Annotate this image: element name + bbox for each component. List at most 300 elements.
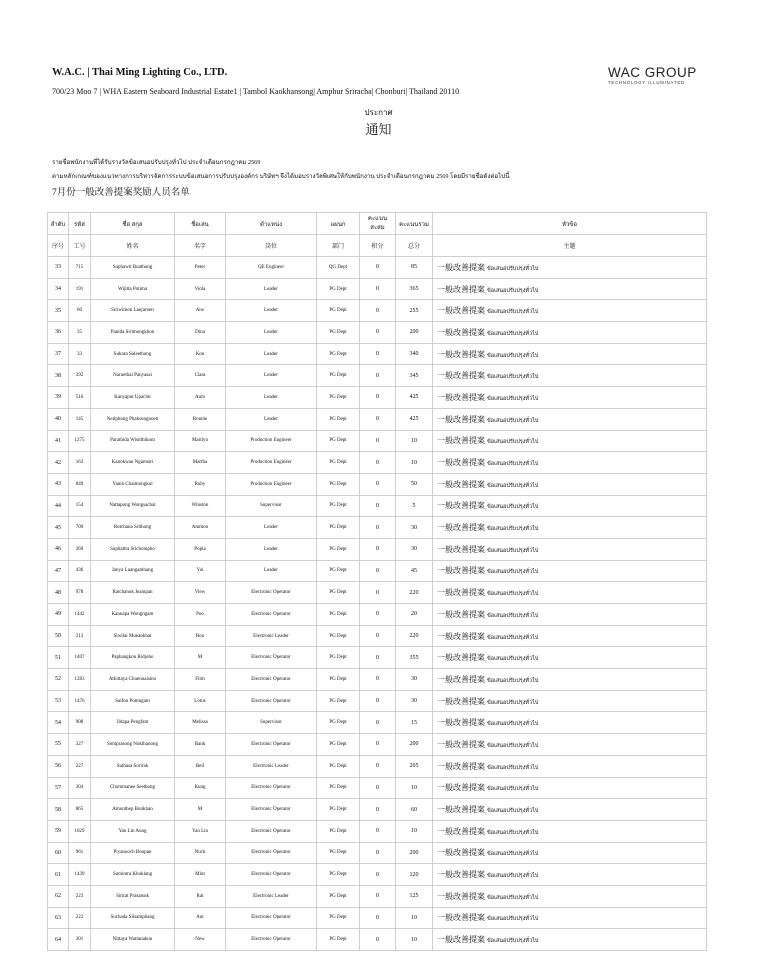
employee-name-cell: Sukran Saleethong <box>91 343 175 365</box>
total-points-cell: 345 <box>396 365 433 387</box>
position-cell: Leader <box>226 300 317 322</box>
subject-chinese: 一般改善提案 <box>437 913 485 923</box>
subject-thai: ข้อเสนอปรับปรุงทั่วไป <box>487 352 539 359</box>
nickname-cell: Rat <box>175 885 226 907</box>
subject-cell <box>433 343 707 365</box>
table-row <box>48 907 707 929</box>
row-number-cell: 60 <box>48 842 69 864</box>
subject-thai: ข้อเสนอปรับปรุงทั่วไป <box>487 808 539 815</box>
subject-thai: ข้อเสนอปรับปรุงทั่วไป <box>487 439 539 446</box>
row-number-cell: 39 <box>48 387 69 409</box>
subject-thai: ข้อเสนอปรับปรุงทั่วไป <box>487 374 539 381</box>
header-cell: 姓名 <box>91 235 175 257</box>
department-cell: PG Dept <box>317 885 360 907</box>
subject-cell <box>433 408 707 430</box>
nickname-cell: M <box>175 647 226 669</box>
employee-name-cell: Nittaya Wattanakun <box>91 929 175 951</box>
row-number-cell: 33 <box>48 257 69 279</box>
subject-chinese: 一般改善提案 <box>437 262 485 272</box>
total-points-cell: 30 <box>396 669 433 691</box>
employee-name-cell: Yan Lin Aung <box>91 820 175 842</box>
points-cell: 0 <box>360 582 396 604</box>
employee-name-cell: Kanokwan Ngamsiri <box>91 452 175 474</box>
nickname-cell: Marilyn <box>175 430 226 452</box>
points-cell: 0 <box>360 690 396 712</box>
total-points-cell: 220 <box>396 582 433 604</box>
nickname-cell: Lotus <box>175 690 226 712</box>
subject-chinese: 一般改善提案 <box>437 609 485 619</box>
position-cell: Supervisor <box>226 495 317 517</box>
department-cell: PG Dept <box>317 343 360 365</box>
subject-thai: ข้อเสนอปรับปรุงทั่วไป <box>487 612 539 619</box>
employee-name-cell: Netiphong Phaksungnoen <box>91 408 175 430</box>
employee-name-cell: Jidapa Pengfam <box>91 712 175 734</box>
subject-thai: ข้อเสนอปรับปรุงทั่วไป <box>487 873 539 880</box>
points-cell: 0 <box>360 604 396 626</box>
table-body <box>48 213 707 951</box>
table-row <box>48 625 707 647</box>
subject-cell <box>433 777 707 799</box>
total-points-cell: 45 <box>396 560 433 582</box>
table-row <box>48 647 707 669</box>
subject-thai: ข้อเสนอปรับปรุงทั่วไป <box>487 265 539 272</box>
intro-line-1: รายชื่อพนักงานที่ได้รับรางวัลข้อเสนอปรับปรุงทั่วไป ประจำเดือนกรกฎาคม 2569 <box>52 159 261 166</box>
total-points-cell: 425 <box>396 387 433 409</box>
total-points-cell: 355 <box>396 647 433 669</box>
department-cell: PG Dept <box>317 842 360 864</box>
subject-cell <box>433 929 707 951</box>
department-cell: PG Dept <box>317 430 360 452</box>
department-cell: PG Dept <box>317 365 360 387</box>
position-cell: Supervisor <box>226 712 317 734</box>
total-points-cell: 365 <box>396 278 433 300</box>
department-cell: PG Dept <box>317 907 360 929</box>
subject-chinese: 一般改善提案 <box>437 935 485 945</box>
total-points-cell: 200 <box>396 842 433 864</box>
subject-thai: ข้อเสนอปรับปรุงทั่วไป <box>487 656 539 663</box>
points-cell: 0 <box>360 452 396 474</box>
nickname-cell: Yan Lin <box>175 820 226 842</box>
total-points-cell: 255 <box>396 300 433 322</box>
subject-thai: ข้อเสนอปรับปรุงทั่วไป <box>487 634 539 641</box>
employee-name-cell: Wijitta Potima <box>91 278 175 300</box>
employee-id-cell: 961 <box>69 842 91 864</box>
points-cell: 0 <box>360 257 396 279</box>
table-row <box>48 365 707 387</box>
nickname-cell: Kon <box>175 343 226 365</box>
position-cell: Electronic Operator <box>226 907 317 929</box>
points-cell: 0 <box>360 322 396 344</box>
employee-id-cell: 436 <box>69 560 91 582</box>
employee-name-cell: Chommanee Seethong <box>91 777 175 799</box>
nickname-cell: Mint <box>175 864 226 886</box>
nickname-cell: Peter <box>175 257 226 279</box>
row-number-cell: 55 <box>48 734 69 756</box>
header-cell: รหัส <box>69 213 91 235</box>
row-number-cell: 45 <box>48 517 69 539</box>
subject-thai: ข้อเสนอปรับปรุงทั่วไป <box>487 287 539 294</box>
subject-thai: ข้อเสนอปรับปรุงทั่วไป <box>487 482 539 489</box>
row-number-cell: 35 <box>48 300 69 322</box>
points-cell: 0 <box>360 712 396 734</box>
table-row <box>48 430 707 452</box>
subject-chinese: 一般改善提案 <box>437 674 485 684</box>
position-cell: Production Engineer <box>226 430 317 452</box>
subject-chinese: 一般改善提案 <box>437 739 485 749</box>
table-row <box>48 582 707 604</box>
department-cell: PG Dept <box>317 734 360 756</box>
subject-cell <box>433 322 707 344</box>
subject-cell <box>433 278 707 300</box>
points-cell: 0 <box>360 842 396 864</box>
nickname-cell: View <box>175 582 226 604</box>
employee-id-cell: 1439 <box>69 864 91 886</box>
points-cell: 0 <box>360 517 396 539</box>
subject-cell <box>433 365 707 387</box>
subject-thai: ข้อเสนอปรับปรุงทั่วไป <box>487 699 539 706</box>
row-number-cell: 37 <box>48 343 69 365</box>
nickname-cell: Dina <box>175 322 226 344</box>
subject-cell <box>433 885 707 907</box>
table-row <box>48 278 707 300</box>
total-points-cell: 10 <box>396 430 433 452</box>
row-number-cell: 43 <box>48 473 69 495</box>
points-cell: 0 <box>360 343 396 365</box>
points-cell: 0 <box>360 755 396 777</box>
department-cell: PG Dept <box>317 408 360 430</box>
subject-chinese: 一般改善提案 <box>437 523 485 533</box>
subject-cell <box>433 625 707 647</box>
points-cell: 0 <box>360 300 396 322</box>
nickname-cell: Clara <box>175 365 226 387</box>
subject-chinese: 一般改善提案 <box>437 414 485 424</box>
total-points-cell: 340 <box>396 343 433 365</box>
employee-id-cell: 1029 <box>69 820 91 842</box>
position-cell: QE Engineer <box>226 257 317 279</box>
total-points-cell: 50 <box>396 473 433 495</box>
department-cell: PG Dept <box>317 473 360 495</box>
subject-cell <box>433 604 707 626</box>
employee-name-cell: Somprasong Nokthanong <box>91 734 175 756</box>
subject-chinese: 一般改善提案 <box>437 458 485 468</box>
department-cell: PG Dept <box>317 387 360 409</box>
points-cell: 0 <box>360 885 396 907</box>
employee-name-cell: Panida Sirimongkhon <box>91 322 175 344</box>
table-row <box>48 820 707 842</box>
table-row <box>48 257 707 279</box>
employee-id-cell: 33 <box>69 343 91 365</box>
subject-cell <box>433 300 707 322</box>
subject-thai: ข้อเสนอปรับปรุงทั่วไป <box>487 938 539 945</box>
subject-cell <box>433 452 707 474</box>
position-cell: Leader <box>226 387 317 409</box>
subject-cell <box>433 820 707 842</box>
subject-thai: ข้อเสนอปรับปรุงทั่วไป <box>487 417 539 424</box>
position-cell: Leader <box>226 278 317 300</box>
total-points-cell: 20 <box>396 604 433 626</box>
employee-id-cell: 1275 <box>69 430 91 452</box>
points-cell: 0 <box>360 820 396 842</box>
row-number-cell: 57 <box>48 777 69 799</box>
header-cell: 积分 <box>360 235 396 257</box>
department-cell: PG Dept <box>317 777 360 799</box>
nickname-cell: Ammon <box>175 517 226 539</box>
header-cell: ลำดับ <box>48 213 69 235</box>
header-cell: หัวข้อ <box>433 213 707 235</box>
subject-chinese: 一般改善提案 <box>437 891 485 901</box>
subject-thai: ข้อเสนอปรับปรุงทั่วไป <box>487 677 539 684</box>
total-points-cell: 60 <box>396 799 433 821</box>
row-number-cell: 47 <box>48 560 69 582</box>
nickname-cell: M <box>175 799 226 821</box>
subject-cell <box>433 517 707 539</box>
employee-name-cell: Amonthep Bunkhan <box>91 799 175 821</box>
employee-id-cell: 1442 <box>69 604 91 626</box>
subject-chinese: 一般改善提案 <box>437 501 485 511</box>
employee-id-cell: 369 <box>69 538 91 560</box>
subject-thai: ข้อเสนอปรับปรุงทั่วไป <box>487 591 539 598</box>
points-cell: 0 <box>360 387 396 409</box>
subject-chinese: 一般改善提案 <box>437 870 485 880</box>
total-points-cell: 30 <box>396 538 433 560</box>
department-cell: PG Dept <box>317 864 360 886</box>
subject-chinese: 一般改善提案 <box>437 436 485 446</box>
row-number-cell: 46 <box>48 538 69 560</box>
employee-id-cell: 304 <box>69 777 91 799</box>
points-cell: 0 <box>360 929 396 951</box>
position-cell: Electronic Operator <box>226 777 317 799</box>
table-row <box>48 604 707 626</box>
employee-id-cell: 60 <box>69 300 91 322</box>
table-row <box>48 343 707 365</box>
position-cell: Electronic Operator <box>226 690 317 712</box>
table-row <box>48 387 707 409</box>
position-cell: Electronic Leader <box>226 885 317 907</box>
total-points-cell: 10 <box>396 929 433 951</box>
nickname-cell: Winston <box>175 495 226 517</box>
table-row <box>48 408 707 430</box>
position-cell: Electronic Operator <box>226 669 317 691</box>
points-cell: 0 <box>360 734 396 756</box>
nickname-cell: Aor <box>175 907 226 929</box>
nickname-cell: Yui <box>175 560 226 582</box>
employee-id-cell: 392 <box>69 365 91 387</box>
department-cell: PG Dept <box>317 300 360 322</box>
position-cell: Electronic Leader <box>226 625 317 647</box>
employee-name-cell: Suthasa Sorirak <box>91 755 175 777</box>
title-chinese: 通知 <box>365 122 392 137</box>
award-table <box>47 212 707 951</box>
subject-thai: ข้อเสนอปรับปรุงทั่วไป <box>487 851 539 858</box>
total-points-cell: 220 <box>396 625 433 647</box>
department-cell: PG Dept <box>317 820 360 842</box>
company-address: 700/23 Moo 7 | WHA Eastern Seaboard Industrial Estate1 | Tambol Kaokhansong| Amphur Sriracha| Chonburi| Thailand 20110 <box>52 87 460 96</box>
subject-thai: ข้อเสนอปรับปรุงทั่วไป <box>487 894 539 901</box>
subject-cell <box>433 734 707 756</box>
points-cell: 0 <box>360 647 396 669</box>
subject-chinese: 一般改善提案 <box>437 479 485 489</box>
subject-cell <box>433 538 707 560</box>
subject-cell <box>433 690 707 712</box>
row-number-cell: 41 <box>48 430 69 452</box>
subject-thai: ข้อเสนอปรับปรุงทั่วไป <box>487 461 539 468</box>
table-row <box>48 669 707 691</box>
subject-cell <box>433 799 707 821</box>
employee-name-cell: Saifon Pomngam <box>91 690 175 712</box>
total-points-cell: 200 <box>396 734 433 756</box>
employee-id-cell: 978 <box>69 582 91 604</box>
employee-name-cell: Siriwimon Laojaroen <box>91 300 175 322</box>
table-header-thai <box>48 213 707 235</box>
subject-cell <box>433 257 707 279</box>
header-cell: 总分 <box>396 235 433 257</box>
subject-chinese: 一般改善提案 <box>437 306 485 316</box>
points-cell: 0 <box>360 799 396 821</box>
department-cell: PG Dept <box>317 517 360 539</box>
header-cell: คะแนน สะสม <box>360 213 396 235</box>
department-cell: PG Dept <box>317 560 360 582</box>
position-cell: Electronic Operator <box>226 820 317 842</box>
table-row <box>48 842 707 864</box>
employee-name-cell: Kanyaput Upachit <box>91 387 175 409</box>
employee-name-cell: Sirirat Prasatsuk <box>91 885 175 907</box>
points-cell: 0 <box>360 430 396 452</box>
row-number-cell: 36 <box>48 322 69 344</box>
nickname-cell: Ronnie <box>175 408 226 430</box>
title-thai: ประกาศ <box>364 108 393 117</box>
total-points-cell: 10 <box>396 452 433 474</box>
department-cell: PG Dept <box>317 495 360 517</box>
nickname-cell: Film <box>175 669 226 691</box>
total-points-cell: 120 <box>396 864 433 886</box>
total-points-cell: 425 <box>396 408 433 430</box>
position-cell: Electronic Leader <box>226 755 317 777</box>
employee-name-cell: Rotchana Srithong <box>91 517 175 539</box>
total-points-cell: 10 <box>396 777 433 799</box>
points-cell: 0 <box>360 777 396 799</box>
total-points-cell: 200 <box>396 322 433 344</box>
employee-id-cell: 213 <box>69 625 91 647</box>
position-cell: Leader <box>226 408 317 430</box>
subject-thai: ข้อเสนอปรับปรุงทั่วไป <box>487 330 539 337</box>
row-number-cell: 51 <box>48 647 69 669</box>
subject-chinese: 一般改善提案 <box>437 588 485 598</box>
row-number-cell: 49 <box>48 604 69 626</box>
subject-thai: ข้อเสนอปรับปรุงทั่วไป <box>487 721 539 728</box>
employee-name-cell: Kannapa Wongngam <box>91 604 175 626</box>
row-number-cell: 53 <box>48 690 69 712</box>
department-cell: PG Dept <box>317 452 360 474</box>
nickname-cell: Martha <box>175 452 226 474</box>
nickname-cell: Viola <box>175 278 226 300</box>
header-cell: แผนก <box>317 213 360 235</box>
position-cell: Electronic Operator <box>226 582 317 604</box>
employee-id-cell: 865 <box>69 799 91 821</box>
table-row <box>48 300 707 322</box>
header-cell: คะแนนรวม <box>396 213 433 235</box>
employee-id-cell: 908 <box>69 712 91 734</box>
employee-name-cell: Suchada Silsamphang <box>91 907 175 929</box>
position-cell: Electronic Operator <box>226 734 317 756</box>
table-row <box>48 473 707 495</box>
row-number-cell: 56 <box>48 755 69 777</box>
employee-id-cell: 849 <box>69 473 91 495</box>
department-cell: PG Dept <box>317 647 360 669</box>
table-row <box>48 538 707 560</box>
points-cell: 0 <box>360 560 396 582</box>
row-number-cell: 59 <box>48 820 69 842</box>
table-row <box>48 322 707 344</box>
subject-chinese: 一般改善提案 <box>437 349 485 359</box>
header-cell: ชื่อ สกุล <box>91 213 175 235</box>
subject-cell <box>433 712 707 734</box>
points-cell: 0 <box>360 408 396 430</box>
employee-name-cell: Suphattra Srichompho <box>91 538 175 560</box>
employee-id-cell: 1476 <box>69 690 91 712</box>
points-cell: 0 <box>360 365 396 387</box>
subject-cell <box>433 907 707 929</box>
subject-thai: ข้อเสนอปรับปรุงทั่วไป <box>487 547 539 554</box>
table-header-chinese <box>48 235 707 257</box>
department-cell: PG Dept <box>317 799 360 821</box>
row-number-cell: 61 <box>48 864 69 886</box>
subject-cell <box>433 473 707 495</box>
employee-id-cell: 1283 <box>69 669 91 691</box>
nickname-cell: Popla <box>175 538 226 560</box>
subject-chinese: 一般改善提案 <box>437 392 485 402</box>
department-cell: PG Dept <box>317 625 360 647</box>
position-cell: Production Engineer <box>226 452 317 474</box>
position-cell: Leader <box>226 365 317 387</box>
table-row <box>48 452 707 474</box>
total-points-cell: 15 <box>396 712 433 734</box>
nickname-cell: Bell <box>175 755 226 777</box>
position-cell: Leader <box>226 538 317 560</box>
subject-thai: ข้อเสนอปรับปรุงทั่วไป <box>487 742 539 749</box>
header-cell: 序号 <box>48 235 69 257</box>
total-points-cell: 5 <box>396 495 433 517</box>
header-cell: ตำแหน่ง <box>226 213 317 235</box>
employee-id-cell: 222 <box>69 907 91 929</box>
company-logo <box>608 66 708 85</box>
department-cell: PG Dept <box>317 690 360 712</box>
employee-name-cell: Sumintra Khuklang <box>91 864 175 886</box>
subject-cell <box>433 582 707 604</box>
company-name: W.A.C. | Thai Ming Lighting Co., LTD. <box>52 67 228 78</box>
department-cell: PG Dept <box>317 278 360 300</box>
subject-thai: ข้อเสนอปรับปรุงทั่วไป <box>487 309 539 316</box>
position-cell: Leader <box>226 560 317 582</box>
department-cell: PG Dept <box>317 755 360 777</box>
header-cell: 名字 <box>175 235 226 257</box>
department-cell: PG Dept <box>317 538 360 560</box>
subject-chinese: 一般改善提案 <box>437 805 485 815</box>
total-points-cell: 205 <box>396 755 433 777</box>
employee-id-cell: 191 <box>69 278 91 300</box>
table-row <box>48 690 707 712</box>
nickname-cell: New <box>175 929 226 951</box>
row-number-cell: 40 <box>48 408 69 430</box>
employee-name-cell: Suphawit Buathong <box>91 257 175 279</box>
position-cell: Electronic Operator <box>226 647 317 669</box>
row-number-cell: 64 <box>48 929 69 951</box>
row-number-cell: 34 <box>48 278 69 300</box>
employee-name-cell: Parathida Wisitthikom <box>91 430 175 452</box>
department-cell: QG Dept <box>317 257 360 279</box>
row-number-cell: 44 <box>48 495 69 517</box>
subject-chinese: 一般改善提案 <box>437 696 485 706</box>
table-row <box>48 799 707 821</box>
